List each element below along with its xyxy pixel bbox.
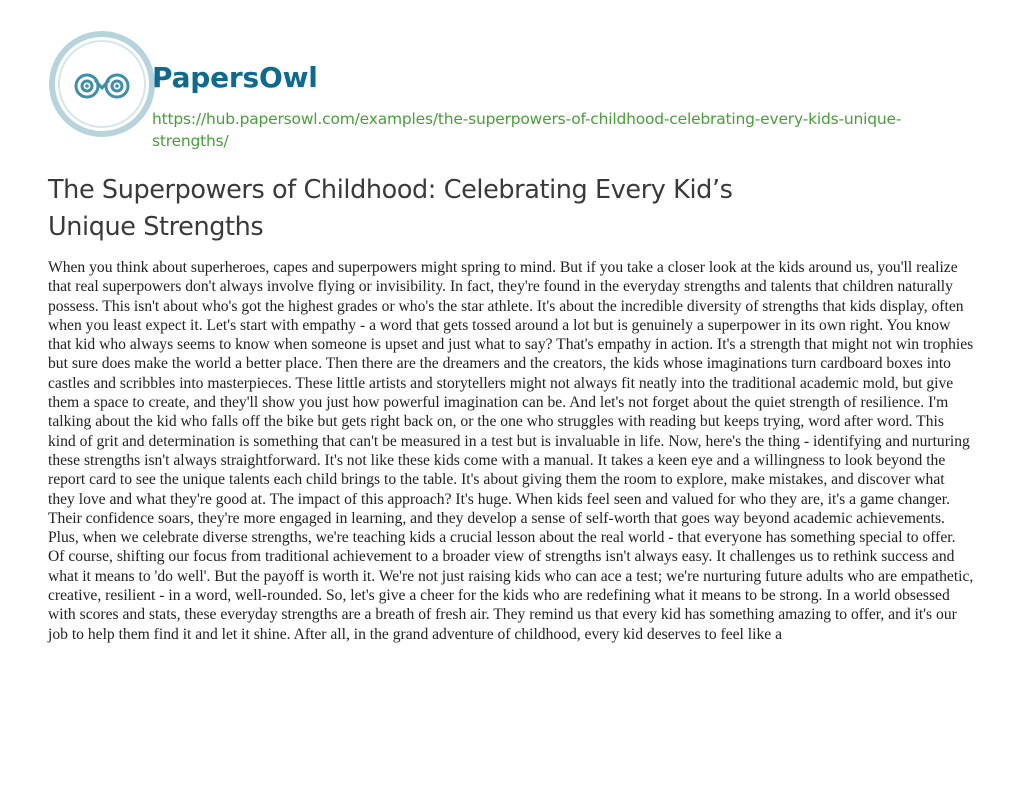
article-body: When you think about superheroes, capes and superpowers might spring to mind. But if you take a closer look at the kids around us, you'll realize that real superpowers don't always involve flying or invisibility. In fact, they're found in the everyday strengths and talents that children naturally possess. This isn't about who's got the highest grades or who's the star athlete. It's about the incredible diversity of strengths that kids display, often when you least expect it. Let's start with empathy - a word that gets tossed around a lot but is genuinely a superpower in its own right. You know that kid who always seems to know when someone is upset and just what to say? That's empathy in action. It's a strength that might not win trophies but sure does make the world a better place. Then there are the dreamers and the creators, the kids whose imaginations turn cardboard boxes into castles and scribbles into masterpieces. These little artists and storytellers might not always fit neatly into the traditional academic mold, but give them a space to create, and they'll show you just how powerful imagination can be. And let's not forget about the quiet strength of resilience. I'm talking about the kid who falls off the bike but gets right back on, or the one who struggles with reading but keeps trying, word after word. This kind of grit and determination is something that can't be measured in a test but is invaluable in life. Now, here's the thing - identifying and nurturing these strengths isn't always straightforward. It's not like these kids come with a manual. It takes a keen eye and a willingness to look beyond the report card to see the unique talents each child brings to the table. It's about giving them the room to explore, make mistakes, and discover what they love and what they're good at. The impact of this approach? It's huge. When kids feel seen and valued for who they are, it's a game changer. Their confidence soars, they're more engaged in learning, and they develop a sense of self-worth that goes way beyond academic achievements. Plus, when we celebrate diverse strengths, we're teaching kids a crucial lesson about the real world - that everyone has something special to offer. Of course, shifting our focus from traditional achievement to a broader view of strengths isn't always easy. It challenges us to rethink success and what it means to 'do well'. But the payoff is worth it. We're not just raising kids who can ace a test; we're nurturing future adults who are empathetic, creative, resilient - in a word, well-rounded. So, let's give a cheer for the kids who are redefining what it means to be strong. In a world obsessed with scores and stats, these everyday strengths are a breath of fresh air. They remind us that every kid has something amazing to offer, and it's our job to help them find it and let it shine. After all, in the grand adventure of childhood, every kid deserves to feel like a — [48, 259, 974, 643]
owl-eyes-icon — [48, 30, 156, 138]
brand-name: PapersOwl — [152, 61, 318, 94]
site-header — [48, 30, 988, 160]
source-url[interactable]: https://hub.papersowl.com/examples/the-superpowers-of-childhood-celebrating-every-kids-unique-strengths/ — [152, 110, 902, 150]
article-title: The Superpowers of Childhood: Celebrating Every Kid’s Unique Strengths — [48, 175, 733, 242]
